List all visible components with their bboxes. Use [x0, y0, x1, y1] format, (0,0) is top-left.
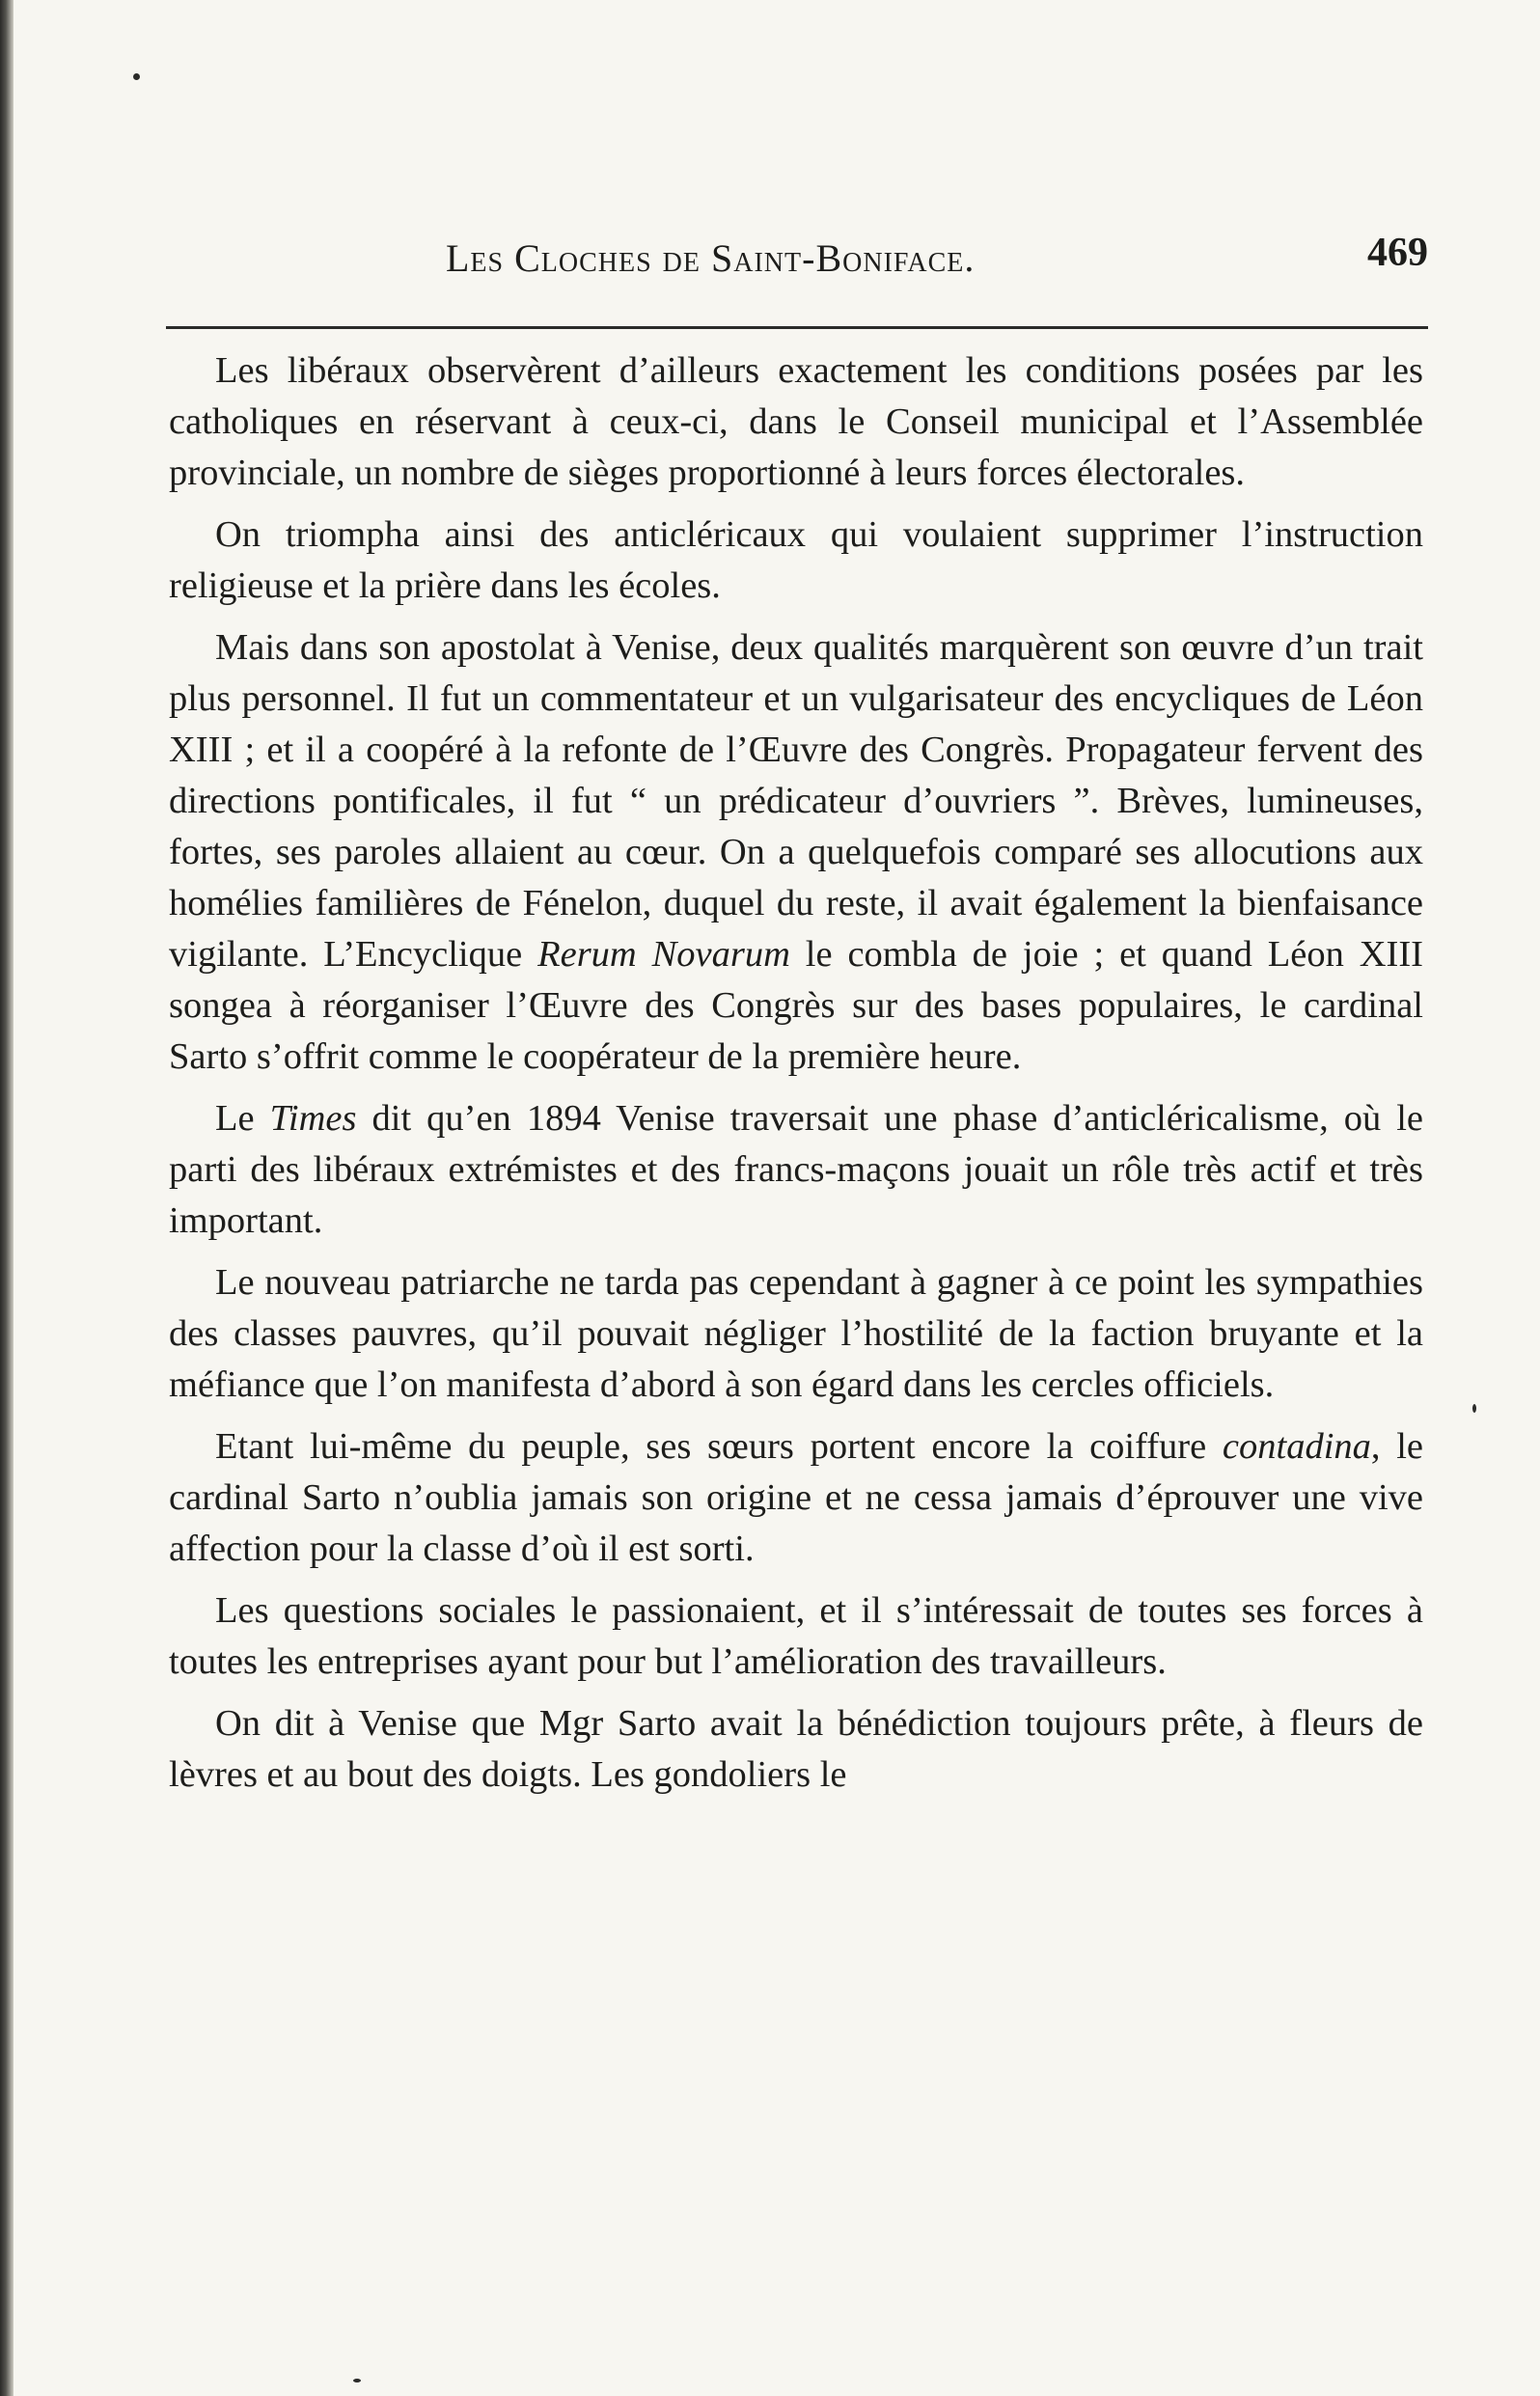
- paragraph-text: On dit à Venise que Mgr Sarto avait la bénédiction toujours prête, à fleurs de lèvres et au bout des doigts. Les gondoliers le: [169, 1703, 1423, 1795]
- ink-speck: [353, 2379, 361, 2382]
- paragraph-text: dit qu’en 1894 Venise traversait une phase d’anticléricalisme, où le parti des libéraux extrémistes et des francs-maçons jouait un rôle très actif et très important.: [169, 1098, 1423, 1241]
- italic-term: contadina: [1222, 1426, 1371, 1467]
- header-rule: [166, 326, 1428, 329]
- running-header: [174, 230, 1428, 288]
- ink-speck: [1472, 1404, 1476, 1413]
- paragraph: [169, 1093, 1423, 1247]
- paragraph: [169, 509, 1423, 612]
- body-text: [169, 345, 1423, 1811]
- paragraph-text: Les libéraux observèrent d’ailleurs exactement les conditions posées par les catholiques en réservant à ceux-ci, dans le Conseil municipal et l’Assemblée provinciale, un nombre de sièges proportionné à leurs forces électorales.: [169, 350, 1423, 493]
- paragraph: [169, 1421, 1423, 1575]
- paragraph: [169, 1257, 1423, 1411]
- running-title: Les Cloches de Saint-Boniface.: [446, 236, 976, 280]
- paragraph-text: Le: [215, 1098, 270, 1139]
- paragraph: [169, 1585, 1423, 1688]
- paragraph-text: Mais dans son apostolat à Venise, deux qualités marquèrent son œuvre d’un trait plus personnel. Il fut un commentateur et un vulgarisateur des encycliques de Léon XIII ; et il a coopéré à la refonte de l’Œuvre des Congrès. Propagateur fervent des directions pontificales, il fut “ un prédicateur d’ouvriers ”. Brèves, lumineuses, fortes, ses paroles allaient au cœur. On a quelquefois comparé ses allocutions aux homélies familières de Fénelon, duquel du reste, il avait également la bienfaisance vigilante. L’Encyclique: [169, 627, 1423, 975]
- paragraph: [169, 1698, 1423, 1801]
- paragraph-text: , le cardinal Sarto n’oublia jamais son origine et ne cessa jamais d’éprouver une vive affection pour la classe d’où il est sorti.: [169, 1426, 1423, 1569]
- paragraph-text: Le nouveau patriarche ne tarda pas cependant à gagner à ce point les sympathies des classes pauvres, qu’il pouvait négliger l’hostilité de la faction bruyante et la méfiance que l’on manifesta d’abord à son égard dans les cercles officiels.: [169, 1262, 1423, 1405]
- paragraph: [169, 622, 1423, 1083]
- paragraph-text: Etant lui-même du peuple, ses sœurs portent encore la coiffure: [215, 1426, 1223, 1467]
- paragraph-text: le combla de joie ; et quand Léon XIII songea à réorganiser l’Œuvre des Congrès sur des bases populaires, le cardinal Sarto s’offrit comme le coopérateur de la première heure.: [169, 934, 1423, 1077]
- paragraph-text: On triompha ainsi des anticléricaux qui voulaient supprimer l’instruction religieuse et la prière dans les écoles.: [169, 514, 1423, 606]
- binding-edge: [0, 0, 14, 2396]
- newspaper-title: Times: [269, 1098, 357, 1139]
- encyclical-title: Rerum Novarum: [537, 934, 790, 975]
- page-number: 469: [1367, 231, 1428, 275]
- ink-speck: [133, 73, 140, 80]
- paragraph: [169, 345, 1423, 499]
- paragraph-text: Les questions sociales le passionaient, et il s’intéressait de toutes ses forces à toutes les entreprises ayant pour but l’amélioration des travailleurs.: [169, 1590, 1423, 1682]
